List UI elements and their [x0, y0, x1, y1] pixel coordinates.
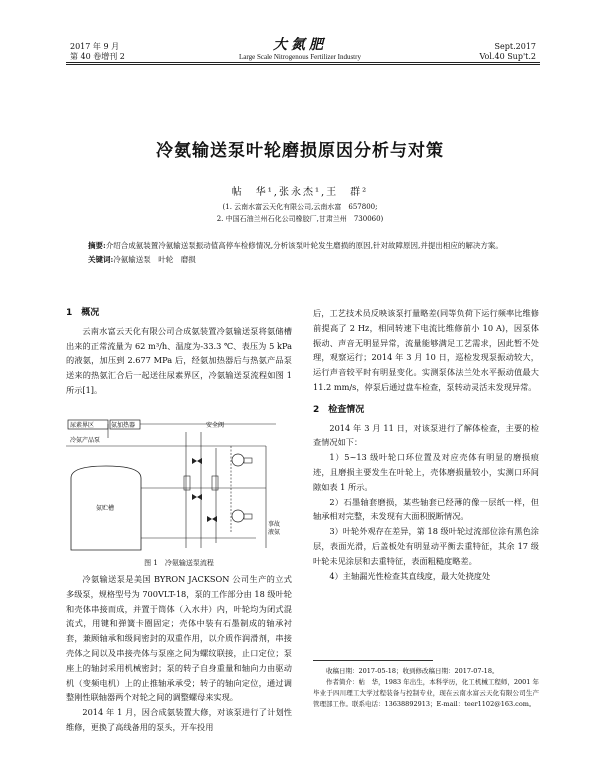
inspection-item-1: 1）5~13 级叶轮口环位置及对应壳体有明显的磨损痕迹，且磨损主要发生在叶轮上，壳体磨损量较小，实测口环间隙如表 1 所示。 — [313, 452, 539, 492]
journal-volume-en: Vol.40 Sup't.2 — [479, 52, 536, 61]
article-title: 冷氨输送泵叶轮磨损原因分析与对策 — [156, 141, 444, 161]
affiliation-1: (1. 云南水富云天化有限公司,云南水富 657800; — [222, 203, 378, 211]
journal-english-name: Large Scale Nitrogenous Fertilizer Industry — [239, 53, 361, 61]
keywords-label: 关键词: — [88, 255, 114, 264]
footnote-rule — [313, 660, 433, 661]
header-rule-2 — [66, 64, 540, 65]
flow-diagram-svg — [66, 418, 292, 558]
right-column — [313, 306, 539, 583]
label-cold-product: 冷氨产品泵 — [70, 437, 101, 444]
paragraph-overview: 云南水富云天化有限公司合成氨装置冷氨输送泵将氨储槽出来的正常流量为 62 m³/h、温度为-33.3 ℃、表压为 5 kPa 的液氨，加压到 2.677 MPa 后，经氨加热器后与热氨产品泵送来的热氨汇合后一起送往尿素界区，冷氨输送泵流程如图 1 所示[1]。 — [66, 325, 292, 395]
affiliation-2: 2. 中国石油兰州石化公司橡胶厂,甘肃兰州 730060) — [216, 215, 384, 223]
abstract-block — [88, 240, 520, 266]
footnotes — [313, 666, 539, 710]
label-tank: 氨贮槽 — [96, 505, 115, 512]
article-authors: 帖 华¹,张永杰¹,王 群² — [231, 187, 369, 198]
inspection-item-2: 2）石墨轴套磨损，某些轴套已经薄的像一层纸一样，但轴承相对完整，未发现有大面积脱断情况。 — [313, 496, 539, 522]
keywords-text: 冷氨输送泵 叶轮 磨损 — [113, 255, 196, 264]
label-urea: 尿素界区 — [70, 422, 95, 429]
abstract-text: 介绍合成氨装置冷氨输送泵振动值高停车检修情况,分析该泵叶轮发生磨损的原因,针对故障原因,并提出相应的解决方案。 — [105, 241, 503, 250]
label-safety-valve: 安全阀 — [206, 422, 225, 429]
paragraph-inspection-intro: 2014 年 3 月 11 日，对该泵进行了解体检查，主要的检查情况如下： — [313, 422, 539, 448]
journal-volume: 第 40 卷增刊 2 — [70, 52, 125, 61]
section-heading-1: 1 概况 — [66, 308, 100, 318]
inspection-item-4: 4）主轴漏光性检查其直线度，最大处挠度处 — [329, 570, 491, 581]
abstract-label: 摘要: — [88, 241, 106, 250]
footnote-received: 收稿日期：2017-05-18；收到修改稿日期：2017-07-18。 — [326, 667, 499, 675]
paragraph-continued: 后，工艺技术员反映该泵打量略差(同等负荷下运行频率比维修前提高了 2 Hz，相同转速下电流比维修前小 10 A)，因泵体振动、声音无明显异常，流量能够满足工艺需求，因此暂不处理，观察运行；2014 年 3 月 10 日，巡检发现泵振动较大，运行声音较平时有明显变化。实测泵体法兰处水平振动值最大 11.2 mm/s，停泵后通过盘车检查，泵转动灵活未发现异常。 — [313, 308, 539, 392]
author-affiliations — [0, 201, 600, 225]
journal-date-volume-en — [480, 42, 536, 62]
figure-1-diagram — [66, 418, 292, 558]
footnote-author-bio: 作者简介：帖 华，1983 年出生，本科学历，化工机械工程师，2001 年毕业于四川理工大学过程装备与控制专业，现在云南水富云天化有限公司生产管理部工作。联系电话：13638892913；E-mail：teer1102@163.com。 — [313, 678, 539, 708]
inspection-item-3: 3）叶轮外观存在差异，第 18 级叶轮过流部位涂有黑色涂层，表面光滑，后盖板处有明显动平衡去重特征，其余 17 级叶轮未见涂层和去重特征，表面粗糙度略差。 — [313, 526, 539, 566]
left-column-bottom — [66, 572, 292, 735]
journal-date-en: Sept.2017 — [494, 42, 536, 51]
label-accident: 事故 — [268, 521, 281, 528]
paragraph-pump-description: 冷氨输送泵是美国 BYRON JACKSON 公司生产的立式多级泵，规格型号为 700VLT-18，泵的工作部分由 18 级叶轮和壳体串接而成，并置于筒体（入水井）内，叶轮均为闭式混流式，用键和弹簧卡圈固定；壳体中装有石墨制成的轴承衬套，兼顾轴承和级间密封的双重作用，以介质作润滑剂，串接壳体之间以及串接壳体与泵座之间为螺纹联接，止口定位；泵座上的轴封采用机械密封；泵的转子自身重量和轴向力由驱动机（变频电机）上的止推轴承承受；转子的轴向定位，通过调整刚性联轴器两个对轮之间的调整螺母来实现。 — [66, 574, 292, 703]
header-rule — [66, 62, 540, 63]
section-heading-2: 2 检查情况 — [313, 404, 365, 415]
label-liquid: 液氨 — [268, 529, 281, 536]
journal-logo: 大氮肥 — [273, 37, 327, 53]
paragraph-maintenance: 2014 年 1 月，因合成氨装置大修，对该泵进行了计划性维修，更换了高线备用的泵头，开车投用 — [66, 707, 292, 732]
label-heater: 氨加热器 — [111, 422, 136, 429]
left-column-top — [66, 306, 292, 398]
figure-1-caption: 图 1 冷氨输送泵流程 — [144, 559, 214, 567]
journal-date: 2017 年 9 月 — [70, 42, 120, 51]
